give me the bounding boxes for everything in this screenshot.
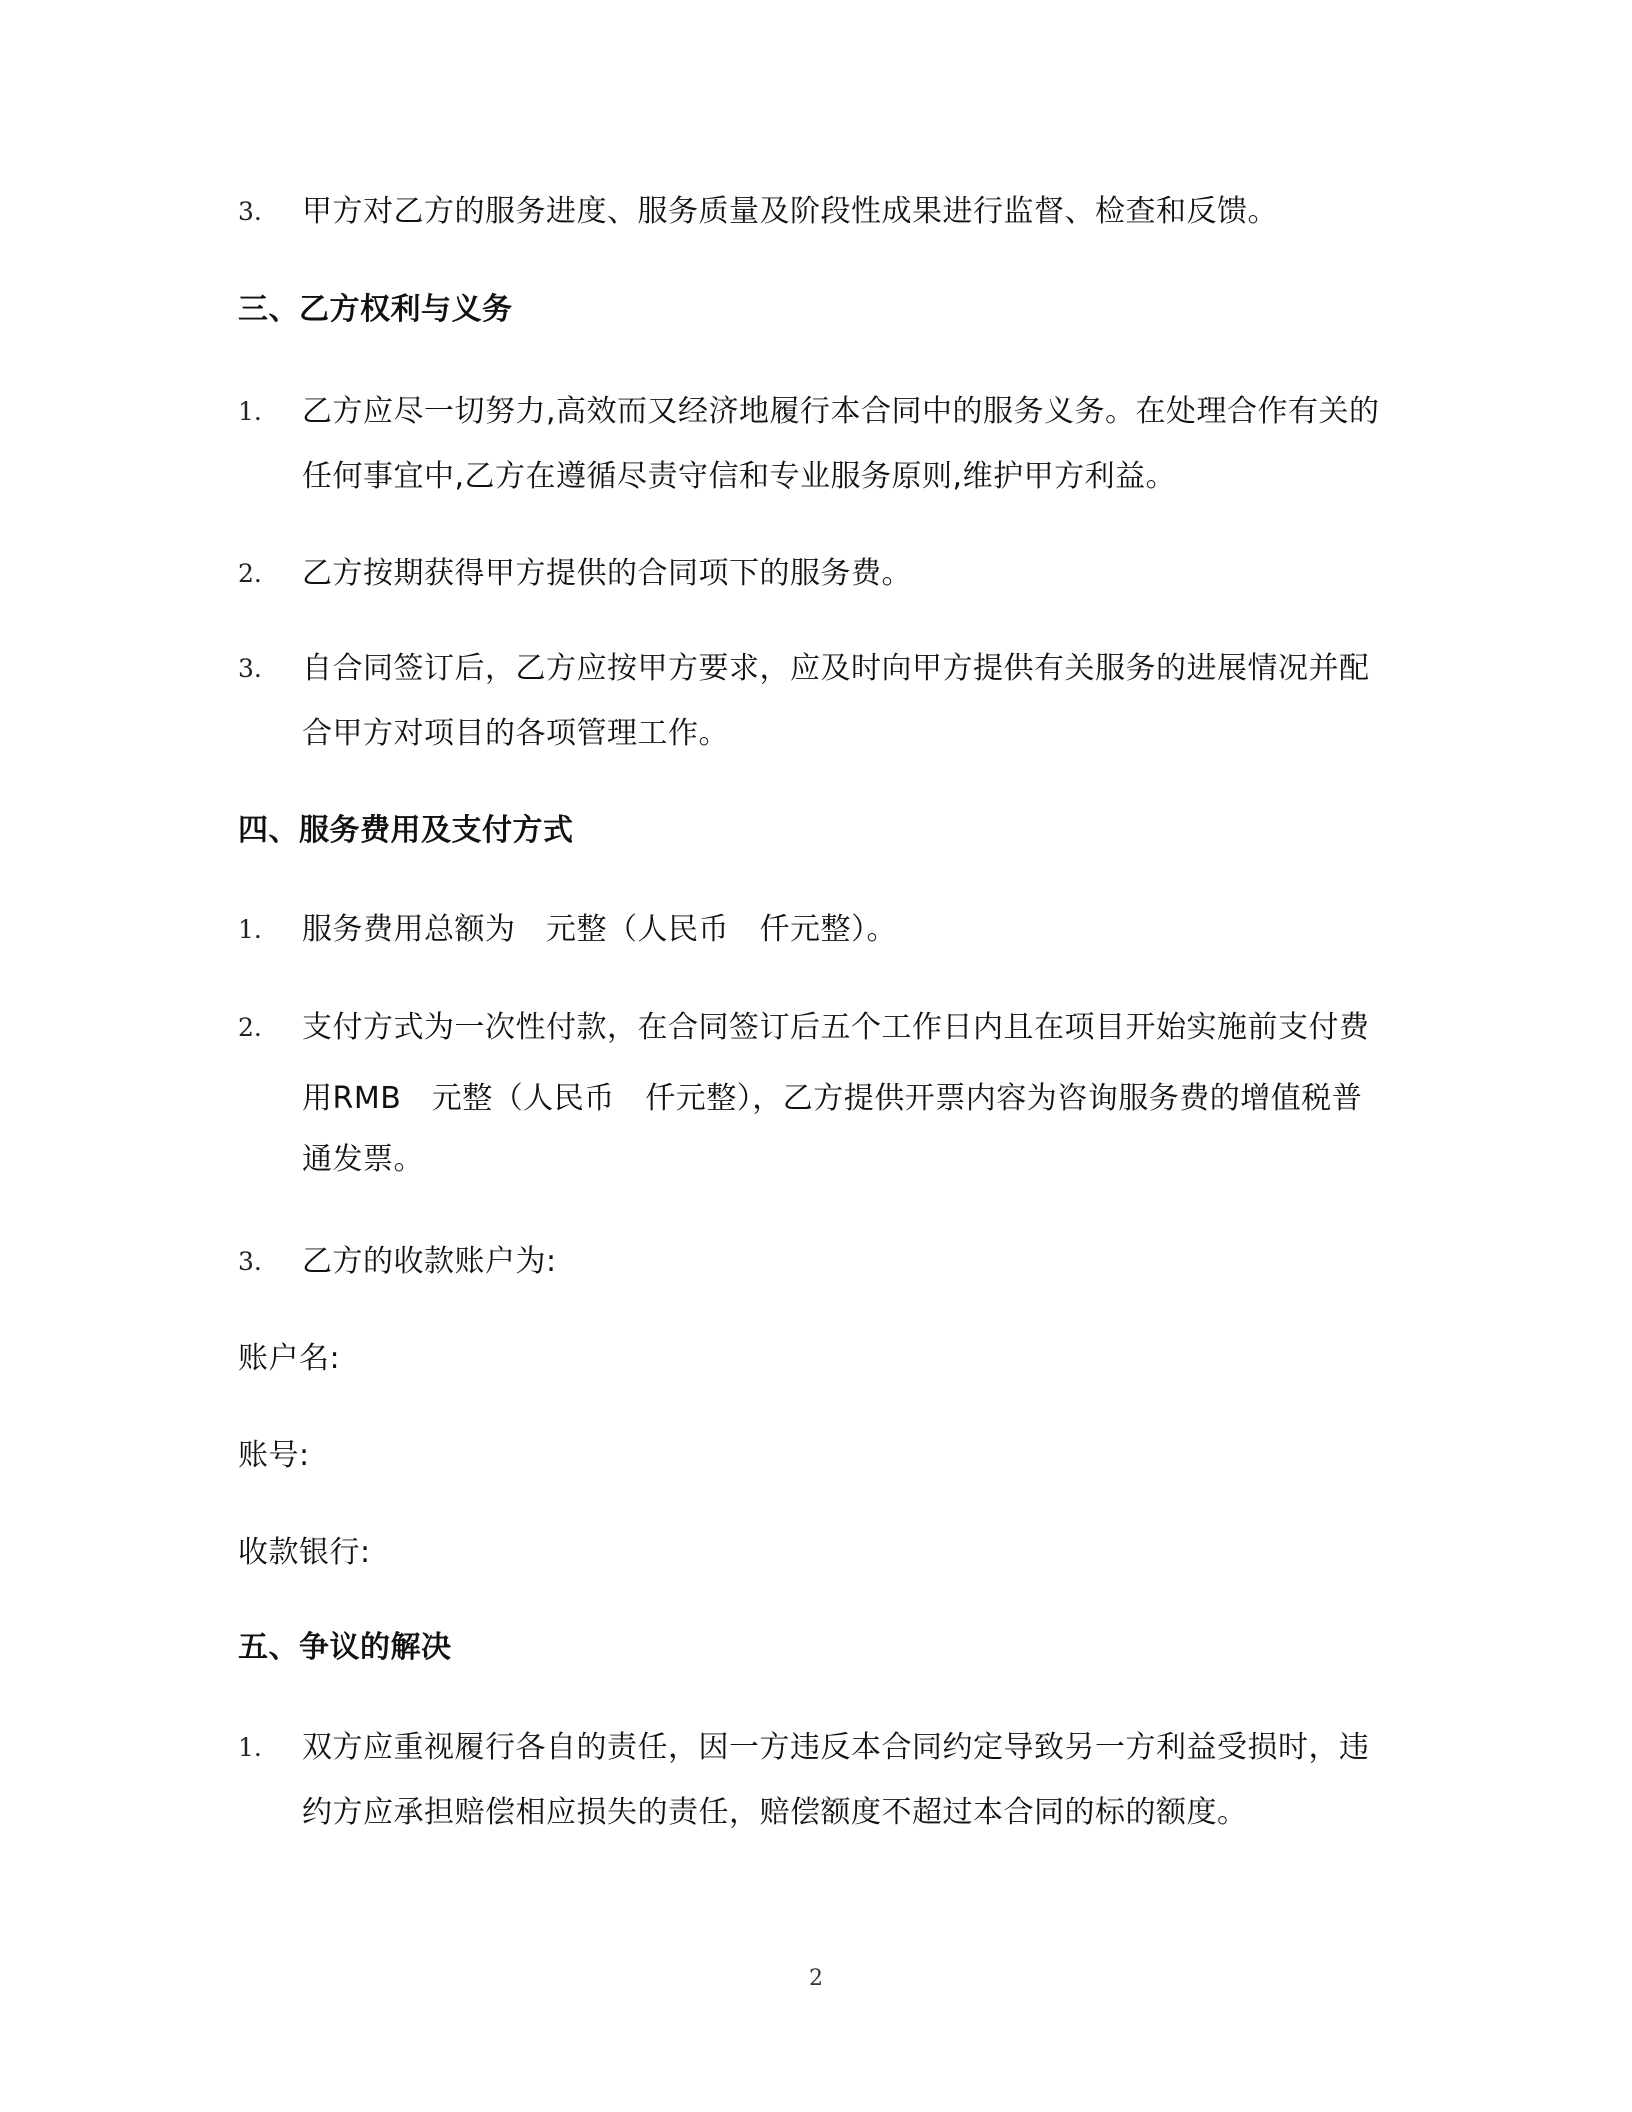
section-heading: 四、服务费用及支付方式 xyxy=(238,813,574,848)
list-number: 3. xyxy=(238,1247,262,1276)
list-number: 1. xyxy=(238,397,262,426)
list-number: 2. xyxy=(238,1013,262,1042)
list-text: 乙方的收款账户为: xyxy=(302,1244,557,1279)
section-heading: 五、争议的解决 xyxy=(238,1630,452,1665)
page-number: 2 xyxy=(809,1966,823,1991)
list-text: 乙方按期获得甲方提供的合同项下的服务费。 xyxy=(302,556,912,591)
list-text: 双方应重视履行各自的责任，因一方违反本合同约定导致另一方利益受损时，违 约方应承担赔偿相应损失的责任，赔偿额度不超过本合同的标的额度。 xyxy=(302,1730,1370,1830)
list-text: 支付方式为一次性付款，在合同签订后五个工作日内且在项目开始实施前支付费 用RMB 元整（人民币 仟元整），乙方提供开票内容为咨询服务费的增值税普 通发票。 xyxy=(302,1010,1370,1177)
list-number: 1. xyxy=(238,1733,262,1762)
account-name-label: 账户名: xyxy=(238,1341,341,1376)
list-number: 3. xyxy=(238,654,262,683)
list-number: 2. xyxy=(238,559,262,588)
list-text: 服务费用总额为 元整（人民币 仟元整）。 xyxy=(302,912,897,947)
list-number: 3. xyxy=(238,197,262,226)
list-number: 1. xyxy=(238,915,262,944)
account-number-label: 账号: xyxy=(238,1438,310,1473)
list-text: 乙方应尽一切努力,高效而又经济地履行本合同中的服务义务。在处理合作有关的 任何事宜中,乙方在遵循尽责守信和专业服务原则,维护甲方利益。 xyxy=(302,394,1380,494)
list-text: 甲方对乙方的服务进度、服务质量及阶段性成果进行监督、检查和反馈。 xyxy=(302,194,1278,229)
section-heading: 三、乙方权利与义务 xyxy=(238,292,513,327)
list-text: 自合同签订后，乙方应按甲方要求，应及时向甲方提供有关服务的进展情况并配 合甲方对项目的各项管理工作。 xyxy=(302,651,1370,751)
bank-label: 收款银行: xyxy=(238,1535,371,1570)
